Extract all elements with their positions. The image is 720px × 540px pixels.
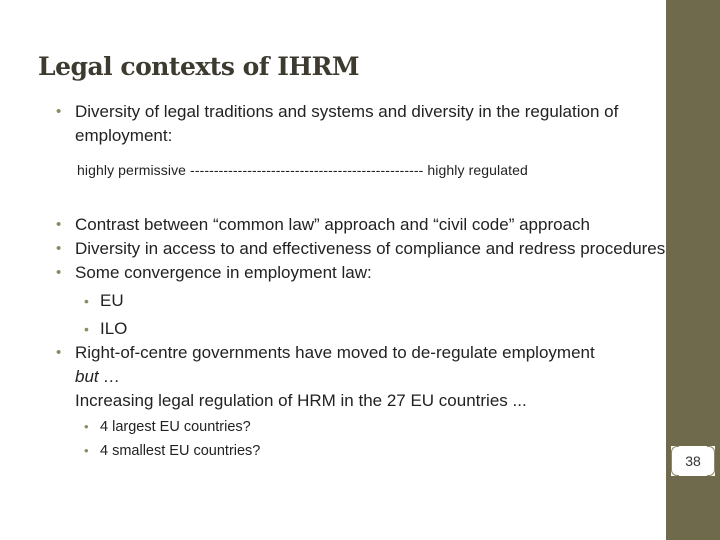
slide-title: Legal contexts of IHRM <box>38 52 360 81</box>
bullet-deregulation <box>56 341 668 413</box>
but-text: but … <box>75 367 121 386</box>
regulation-scale-line: highly permissive ------------------------------------------------- highly regulated <box>77 162 528 178</box>
slide-content <box>56 100 668 463</box>
bullet-legal-diversity: • Diversity of legal traditions and systems and diversity in the regulation of employment: <box>56 100 668 148</box>
bullet-access-diversity: • Diversity in access to and effectiveness of compliance and redress procedures <box>56 237 668 261</box>
deregulation-text: • Right-of-centre governments have moved to de-regulate employment <box>75 343 595 362</box>
left-bracket-decoration <box>671 446 679 476</box>
question-largest: • 4 largest EU countries? <box>84 415 668 439</box>
page-number <box>671 446 715 476</box>
increasing-regulation-text: Increasing legal regulation of HRM in the 27 EU countries ... <box>75 391 527 410</box>
bullet-convergence: • Some convergence in employment law: <box>56 261 668 285</box>
sub-bullet-ilo: • ILO <box>84 317 668 341</box>
page-number-text: 38 <box>685 453 701 469</box>
question-smallest: • 4 smallest EU countries? <box>84 439 668 463</box>
sub-bullet-eu: • EU <box>84 289 668 313</box>
right-bracket-decoration <box>707 446 715 476</box>
bullet-common-vs-civil: • Contrast between “common law” approach and “civil code” approach <box>56 213 668 237</box>
